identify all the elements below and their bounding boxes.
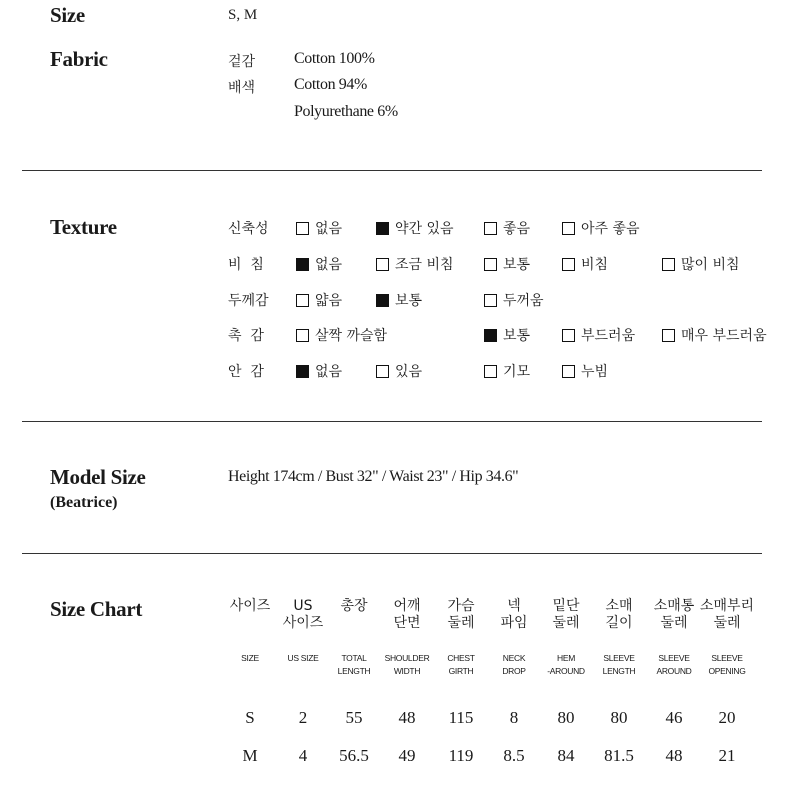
unchecked-box-icon bbox=[296, 329, 309, 342]
texture-option-label: 조금 비침 bbox=[395, 257, 454, 273]
texture-option bbox=[484, 218, 530, 238]
unchecked-box-icon bbox=[484, 258, 497, 271]
checked-box-icon bbox=[376, 294, 389, 307]
unchecked-box-icon bbox=[484, 222, 497, 235]
column-header-en: LENGTH bbox=[337, 666, 371, 676]
column-header-en: SLEEVE bbox=[658, 653, 690, 663]
table-cell: M bbox=[242, 746, 258, 765]
texture-option bbox=[376, 254, 454, 274]
texture-option bbox=[376, 361, 422, 381]
unchecked-box-icon bbox=[562, 329, 575, 342]
texture-option bbox=[296, 254, 342, 274]
texture-option-label: 부드러움 bbox=[581, 328, 636, 344]
column-header-en: SHOULDER bbox=[384, 653, 430, 663]
table-cell: 48 bbox=[398, 708, 416, 727]
column-header-en: HEM bbox=[557, 653, 575, 663]
column-header-en: NECK bbox=[502, 653, 526, 663]
unchecked-box-icon bbox=[484, 294, 497, 307]
texture-option bbox=[296, 290, 342, 310]
table-cell: 4 bbox=[298, 746, 308, 765]
column-header-ko: 둘레 bbox=[447, 615, 475, 631]
column-header-en: US SIZE bbox=[287, 653, 319, 663]
column-header-ko: 소매부리 bbox=[699, 598, 755, 614]
column-header-en: LENGTH bbox=[602, 666, 636, 676]
texture-option-label: 없음 bbox=[315, 257, 343, 273]
column-header-ko: 둘레 bbox=[552, 615, 580, 631]
table-cell: 84 bbox=[557, 746, 575, 765]
unchecked-box-icon bbox=[562, 365, 575, 378]
texture-option bbox=[562, 361, 608, 381]
divider bbox=[22, 421, 762, 422]
texture-option bbox=[562, 254, 608, 274]
size-value: S, M bbox=[228, 7, 258, 23]
texture-option-label: 많이 비침 bbox=[681, 257, 740, 273]
unchecked-box-icon bbox=[484, 365, 497, 378]
divider bbox=[22, 170, 762, 171]
checked-box-icon bbox=[296, 258, 309, 271]
unchecked-box-icon bbox=[562, 258, 575, 271]
fabric-heading: Fabric bbox=[50, 47, 108, 71]
texture-option-label: 좋음 bbox=[503, 221, 531, 237]
texture-option bbox=[484, 290, 544, 310]
texture-option bbox=[376, 218, 454, 238]
table-cell: S bbox=[245, 708, 255, 727]
table-cell: 48 bbox=[665, 746, 683, 765]
table-cell: 20 bbox=[718, 708, 736, 727]
texture-option-label: 살짝 까슬함 bbox=[315, 328, 388, 344]
texture-option-label: 보통 bbox=[503, 257, 531, 273]
checked-box-icon bbox=[376, 222, 389, 235]
texture-row-label: 촉 감 bbox=[228, 328, 264, 344]
column-header-en: GIRTH bbox=[448, 666, 474, 676]
texture-option-label: 두꺼움 bbox=[503, 293, 544, 309]
column-header-ko: 단면 bbox=[393, 615, 421, 631]
divider bbox=[22, 553, 762, 554]
table-cell: 21 bbox=[718, 746, 736, 765]
texture-option bbox=[562, 218, 640, 238]
table-cell: 8 bbox=[509, 708, 519, 727]
texture-option bbox=[296, 218, 342, 238]
column-header-en: DROP bbox=[502, 666, 526, 676]
model-name: (Beatrice) bbox=[50, 494, 118, 511]
column-header-en: SLEEVE bbox=[603, 653, 635, 663]
texture-option bbox=[296, 325, 387, 345]
column-header-en: CHEST bbox=[447, 653, 475, 663]
unchecked-box-icon bbox=[296, 294, 309, 307]
texture-option-label: 기모 bbox=[503, 364, 531, 380]
size-chart-heading: Size Chart bbox=[50, 597, 143, 621]
texture-option-label: 누빔 bbox=[581, 364, 609, 380]
model-size-heading: Model Size bbox=[50, 465, 146, 489]
fabric-value-trim-2: Polyurethane 6% bbox=[294, 103, 398, 120]
table-cell: 80 bbox=[610, 708, 628, 727]
texture-option-label: 없음 bbox=[315, 221, 343, 237]
table-cell: 55 bbox=[345, 708, 363, 727]
texture-row-label: 신축성 bbox=[228, 221, 269, 237]
column-header-ko: 밑단 bbox=[552, 598, 580, 614]
texture-option-label: 매우 부드러움 bbox=[681, 328, 767, 344]
texture-option bbox=[484, 254, 530, 274]
texture-row-label: 안 감 bbox=[228, 364, 264, 380]
column-header-ko: 소매통 bbox=[653, 598, 695, 614]
column-header-en: OPENING bbox=[708, 666, 746, 676]
texture-option-label: 보통 bbox=[503, 328, 531, 344]
texture-option-label: 약간 있음 bbox=[395, 221, 454, 237]
texture-option bbox=[562, 325, 635, 345]
column-header-ko: 둘레 bbox=[660, 615, 688, 631]
fabric-part-trim: 배색 bbox=[228, 80, 256, 96]
texture-option bbox=[662, 254, 740, 274]
texture-option bbox=[484, 361, 530, 381]
unchecked-box-icon bbox=[376, 258, 389, 271]
unchecked-box-icon bbox=[296, 222, 309, 235]
column-header-en: TOTAL bbox=[341, 653, 367, 663]
column-header-ko: 소매 bbox=[605, 598, 633, 614]
column-header-en: SIZE bbox=[241, 653, 259, 663]
column-header-ko: 길이 bbox=[605, 615, 633, 631]
model-specs: Height 174cm / Bust 32" / Waist 23" / Hip 34.6" bbox=[228, 468, 519, 485]
fabric-value-trim: Cotton 94% bbox=[294, 76, 367, 93]
texture-option bbox=[296, 361, 342, 381]
column-header-ko: 총장 bbox=[340, 598, 368, 614]
column-header-ko: US bbox=[293, 598, 313, 614]
column-header-en: AROUND bbox=[656, 666, 692, 676]
table-cell: 119 bbox=[448, 746, 474, 765]
column-header-ko: 파임 bbox=[500, 615, 528, 631]
column-header-ko: 둘레 bbox=[713, 615, 741, 631]
texture-row-label: 비 침 bbox=[228, 257, 264, 273]
table-cell: 2 bbox=[298, 708, 308, 727]
table-cell: 8.5 bbox=[503, 746, 525, 765]
table-cell: 80 bbox=[557, 708, 575, 727]
texture-option-label: 아주 좋음 bbox=[581, 221, 640, 237]
table-cell: 46 bbox=[665, 708, 683, 727]
table-cell: 115 bbox=[448, 708, 474, 727]
unchecked-box-icon bbox=[662, 258, 675, 271]
column-header-ko: 사이즈 bbox=[229, 598, 271, 614]
column-header-en: SLEEVE bbox=[711, 653, 743, 663]
table-cell: 56.5 bbox=[339, 746, 369, 765]
texture-option-label: 없음 bbox=[315, 364, 343, 380]
texture-option-label: 보통 bbox=[395, 293, 423, 309]
column-header-ko: 어깨 bbox=[393, 598, 421, 614]
texture-option-label: 비침 bbox=[581, 257, 609, 273]
column-header-en: -AROUND bbox=[547, 666, 585, 676]
texture-option bbox=[662, 325, 767, 345]
checked-box-icon bbox=[296, 365, 309, 378]
unchecked-box-icon bbox=[662, 329, 675, 342]
column-header-ko: 사이즈 bbox=[282, 615, 324, 631]
size-heading: Size bbox=[50, 3, 85, 27]
texture-heading: Texture bbox=[50, 215, 117, 239]
texture-row-label: 두께감 bbox=[228, 293, 269, 309]
checked-box-icon bbox=[484, 329, 497, 342]
texture-option bbox=[376, 290, 422, 310]
fabric-value-outer: Cotton 100% bbox=[294, 50, 375, 67]
column-header-en: WIDTH bbox=[393, 666, 421, 676]
column-header-ko: 넥 bbox=[507, 598, 521, 614]
texture-option-label: 얇음 bbox=[315, 293, 343, 309]
fabric-part-outer: 겉감 bbox=[228, 54, 256, 70]
texture-option bbox=[484, 325, 530, 345]
unchecked-box-icon bbox=[376, 365, 389, 378]
unchecked-box-icon bbox=[562, 222, 575, 235]
table-cell: 49 bbox=[398, 746, 416, 765]
texture-option-label: 있음 bbox=[395, 364, 423, 380]
column-header-ko: 가슴 bbox=[447, 598, 475, 614]
table-cell: 81.5 bbox=[604, 746, 634, 765]
